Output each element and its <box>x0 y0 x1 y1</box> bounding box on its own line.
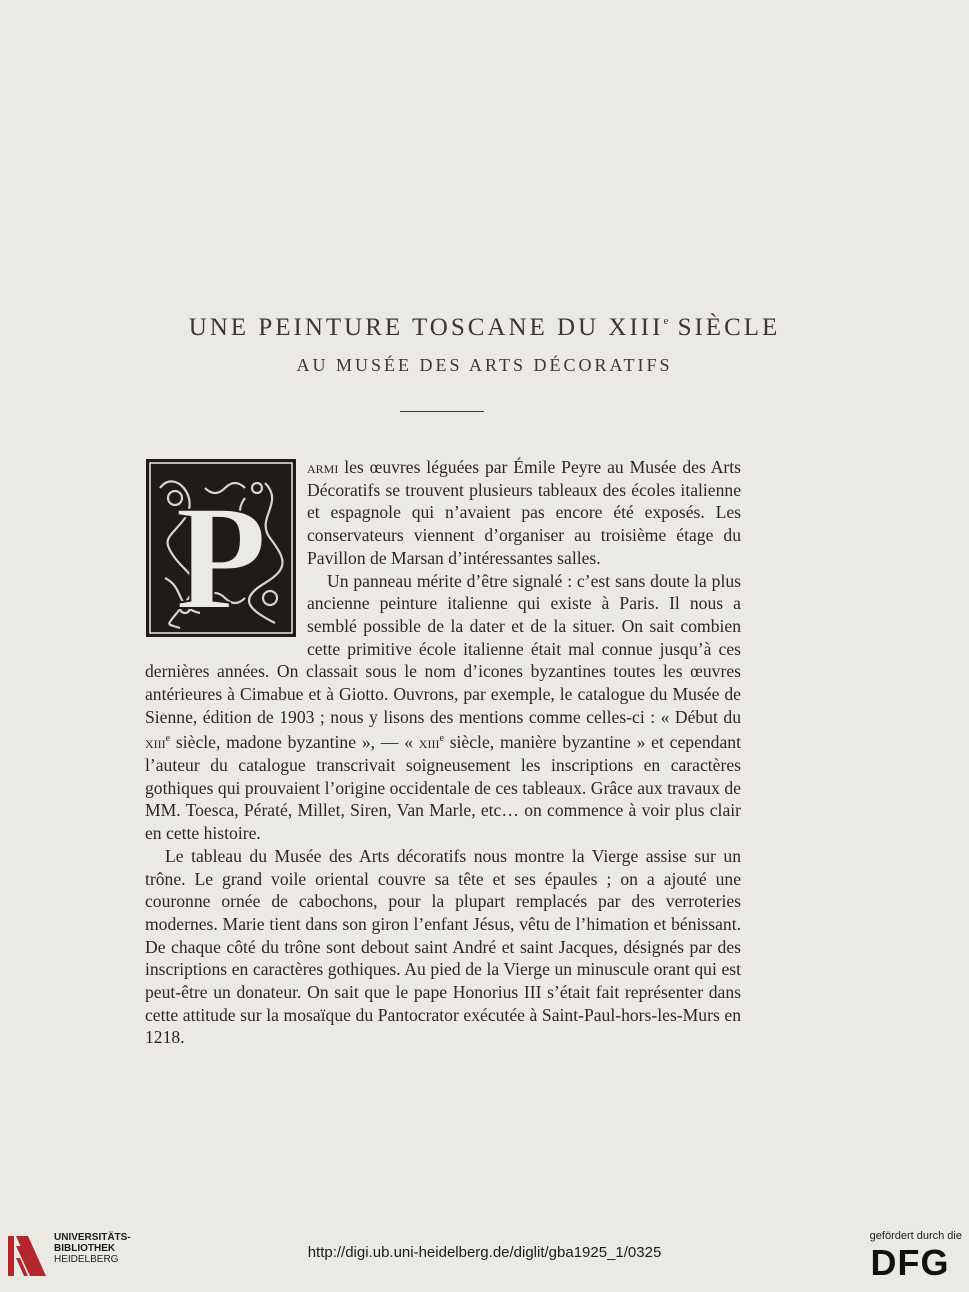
digital-copy-url[interactable]: http://digi.ub.uni-heidelberg.de/diglit/gba1925_1/0325 <box>307 1244 662 1261</box>
ub-line-2: BIBLIOTHEK <box>54 1243 116 1254</box>
p2-sup-1: e <box>165 733 171 745</box>
p2-century-2: xiii <box>418 732 440 753</box>
p2-century-1: xiii <box>145 732 166 753</box>
paragraph-3: Le tableau du Musée des Arts décoratifs nous montre la Vierge assise sur un trône. Le grand voile oriental couvre sa tête et ses épaules ; on a ajouté une couronne ornée de cabochons, pour la plupart remplacés par des verroteries modernes. Marie tient dans son giron l’enfant Jésus, vêtu de l’himation et bénissant. De chaque côté du trône sont debout saint André et saint Jacques, désignés par des inscriptions en caractères gothiques. Au pied de la Vierge un minuscule orant qui est peut-être un donateur. On sait que le pape Honorius III s’était fait représenter dans cette attitude sur la mosaïque du Pantocrator exécutée à Saint-Paul-hors-les-Murs en 1218. <box>145 845 741 1048</box>
p1-rest: les œuvres léguées par Émile Peyre au Musée des Arts Décoratifs se trouvent plusieurs tableaux des écoles italienne et espagnole qui n’avaient pas encore été exposés. Les conservateurs viennent d’organiser au troisième étage du Pavillon de Marsan d’intéressantes salles. <box>307 457 741 568</box>
article-subtitle: AU MUSÉE DES ARTS DÉCORATIFS <box>296 355 673 375</box>
p2-part-b: siècle, madone byzantine », — « <box>170 732 419 753</box>
article-body <box>145 456 741 1049</box>
sponsor-text: gefördert durch die <box>869 1230 962 1242</box>
dfg-logo: DFG <box>870 1242 950 1283</box>
ub-line-1: UNIVERSITÄTS- <box>54 1232 131 1243</box>
p2-part-c: siècle, manière byzantine » et cependant l’auteur du catalogue transcrivait soigneusement les inscriptions en caractères gothiques qui prouvaient l’origine occidentale de ces tableaux. Grâce aux travaux de MM. Toesca, Pératé, Millet, Siren, Van Marle, etc… on commence à voir plus clair en cette histoire. <box>145 732 741 844</box>
title-end: SIÈCLE <box>668 314 781 341</box>
ub-line-3: HEIDELBERG <box>54 1254 119 1265</box>
title-main: UNE PEINTURE TOSCANE DU XIII <box>188 314 664 341</box>
p1-lead: armi <box>307 457 339 477</box>
p2-sup-2: e <box>439 733 444 745</box>
article-title <box>0 314 969 342</box>
p2-part-a: Un panneau mérite d’être signalé : c’est sans doute la plus ancienne peinture italienne qui existe à Paris. Il nous a semblé possible de la dater et de la situer. On sait combien cette primitive école italienne était mal connue jusqu’à ces dernières années. On classait sous le nom d’icones byzantines toutes les œuvres antérieures à Cimabue et à Giotto. Ouvrons, par exemple, le catalogue du Musée de Sienne, édition de 1903 ; nous y lisons des mentions comme celles-ci : « Début du <box>145 570 741 727</box>
title-rule <box>400 411 484 412</box>
title-sup: e <box>663 315 669 327</box>
dfg-sponsor-block[interactable] <box>858 1230 962 1286</box>
drop-cap-letter: P <box>175 475 267 638</box>
drop-cap-ornament <box>145 458 297 638</box>
